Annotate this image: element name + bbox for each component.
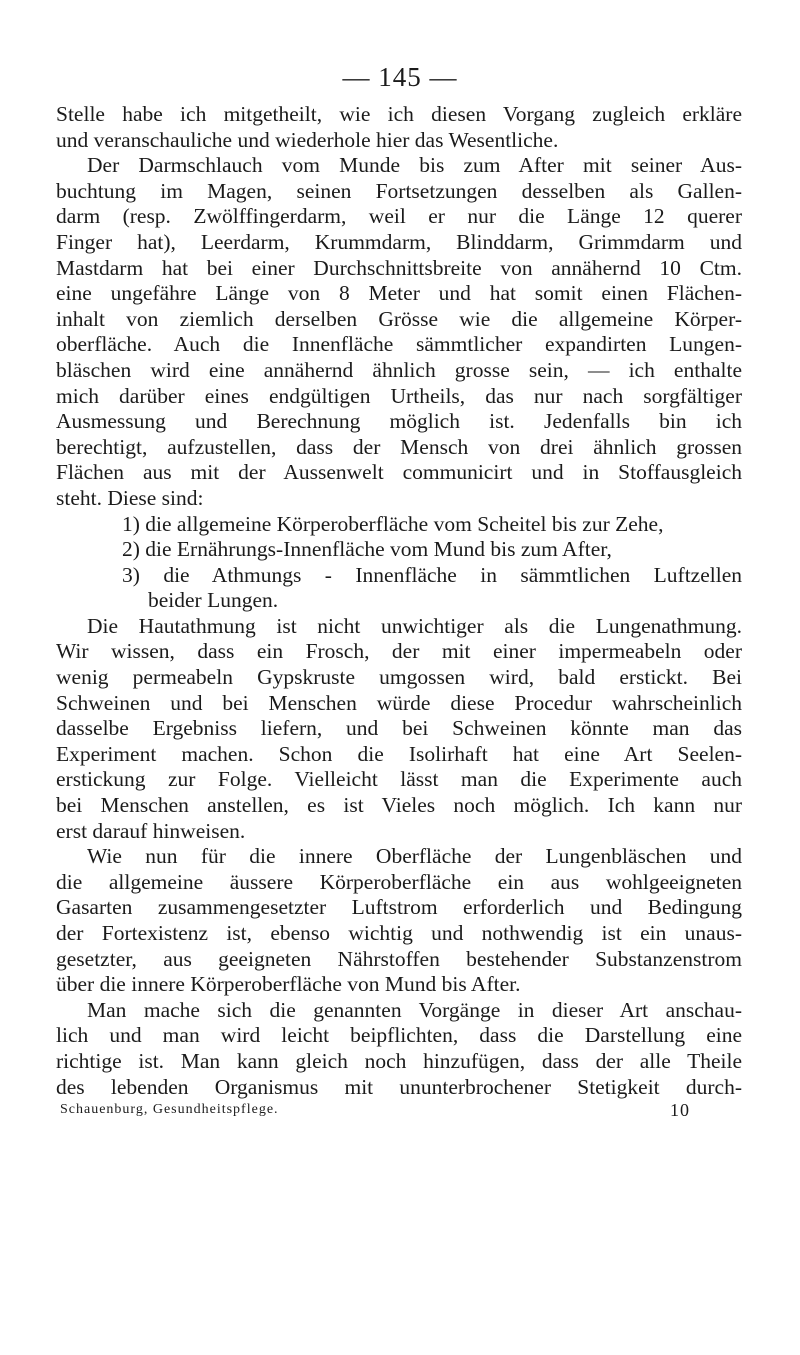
text-line: oberfläche. Auch die Innenfläche sämmtlicher expandirten Lungen-: [56, 332, 742, 357]
text-line: lich und man wird leicht beipflichten, dass die Darstellung eine: [56, 1023, 742, 1048]
text-line: Finger hat), Leerdarm, Krummdarm, Blinddarm, Grimmdarm und: [56, 229, 742, 254]
text-line: berechtigt, aufzustellen, dass der Mensch von drei ähnlich grossen: [56, 434, 742, 459]
text-line: die allgemeine äussere Körperoberfläche ein aus wohlgeeigneten: [56, 869, 742, 894]
text-line: erstickung zur Folge. Vielleicht lässt man die Experimente auch: [56, 767, 742, 792]
text-line: Schweinen und bei Menschen würde diese Procedur wahrscheinlich: [56, 690, 742, 715]
text-line: mich darüber eines endgültigen Urtheils, das nur nach sorgfältiger: [56, 383, 742, 408]
text-line: der Fortexistenz ist, ebenso wichtig und nothwendig ist ein unaus-: [56, 921, 742, 945]
text-line: steht. Diese sind:: [56, 485, 204, 510]
text-line: richtige ist. Man kann gleich noch hinzufügen, dass der alle Theile: [56, 1048, 742, 1073]
text-line: eine ungefähre Länge von 8 Meter und hat somit einen Flächen-: [56, 281, 742, 306]
text-line: darm (resp. Zwölffingerdarm, weil er nur die Länge 12 querer: [56, 204, 742, 229]
text-line: gesetzter, aus geeigneten Nährstoffen bestehender Substanzenstrom: [56, 946, 742, 971]
text-line: Der Darmschlauch vom Munde bis zum After mit seiner Aus-: [87, 153, 742, 178]
text-line: des lebenden Organismus mit ununterbrochener Stetigkeit durch-: [56, 1074, 742, 1099]
text-line: erst darauf hinweisen.: [56, 818, 246, 843]
list-item-continuation: beider Lungen.: [148, 588, 279, 613]
footer-signature: Schauenburg, Gesundheitspflege.: [60, 1102, 279, 1117]
text-line: Flächen aus mit der Aussenwelt communicirt und in Stoffausgleich: [56, 460, 742, 485]
text-line: Man mache sich die genannten Vorgänge in dieser Art anschau-: [87, 997, 742, 1022]
text-line: bei Menschen anstellen, es ist Vieles noch möglich. Ich kann nur: [56, 793, 742, 818]
text-line: Wie nun für die innere Oberfläche der Lungenbläschen und: [87, 844, 742, 869]
text-line: Wir wissen, dass ein Frosch, der mit einer impermeabeln oder: [56, 639, 742, 664]
page-number: — 145 —: [342, 62, 458, 92]
text-line: Ausmessung und Berechnung möglich ist. Jedenfalls bin ich: [56, 409, 742, 434]
text-line: dasselbe Ergebniss liefern, und bei Schweinen könnte man das: [56, 716, 742, 741]
list-item: 3) die Athmungs - Innenfläche in sämmtlichen Luftzellen: [122, 562, 742, 587]
text-line: wenig permeabeln Gypskruste umgossen wird, bald erstickt. Bei: [56, 665, 742, 690]
body-text: [56, 102, 742, 1100]
text-line: Gasarten zusammengesetzter Luftstrom erforderlich und Bedingung: [56, 895, 742, 920]
text-line: inhalt von ziemlich derselben Grösse wie die allgemeine Körper-: [56, 306, 742, 331]
list-item: 2) die Ernährungs-Innenfläche vom Mund bis zum After,: [122, 537, 612, 562]
text-line: buchtung im Magen, seinen Fortsetzungen desselben als Gallen-: [56, 178, 742, 203]
text-line: Die Hautathmung ist nicht unwichtiger als die Lungenathmung.: [87, 613, 742, 638]
text-line: Experiment machen. Schon die Isolirhaft hat eine Art Seelen-: [56, 741, 742, 766]
text-line: und veranschauliche und wiederhole hier das Wesentliche.: [56, 127, 559, 152]
text-line: bläschen wird eine annähernd ähnlich grosse sein, — ich enthalte: [56, 357, 742, 382]
sheet-number: 10: [670, 1100, 690, 1120]
text-line: über die innere Körperoberfläche von Mund bis After.: [56, 972, 521, 997]
text-line: Stelle habe ich mitgetheilt, wie ich diesen Vorgang zugleich erkläre: [56, 102, 742, 126]
text-line: Mastdarm hat bei einer Durchschnittsbreite von annähernd 10 Ctm.: [56, 255, 742, 280]
list-item: 1) die allgemeine Körperoberfläche vom Scheitel bis zur Zehe,: [122, 511, 664, 536]
